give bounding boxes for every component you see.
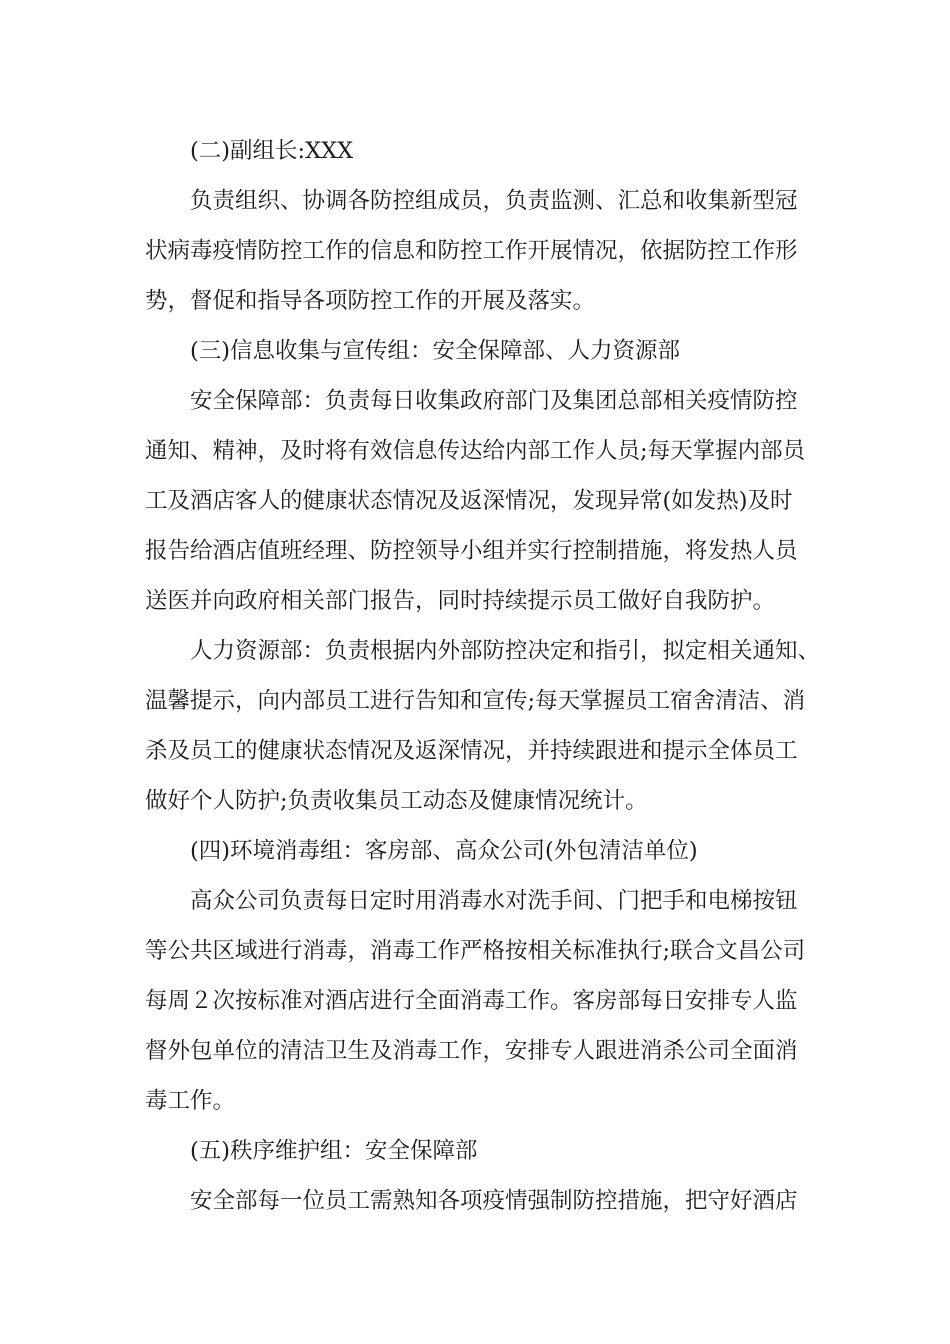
paragraph-line: 安全部每一位员工需熟知各项疫情强制防控措施，把守好酒店	[190, 1188, 798, 1214]
paragraph-line: 通知、精神，及时将有效信息传达给内部工作人员;每天掌握内部员	[145, 438, 806, 464]
section-heading-order-maintenance: (五)秩序维护组：安全保障部	[190, 1138, 478, 1164]
paragraph-line: 做好个人防护;负责收集员工动态及健康情况统计。	[145, 788, 648, 814]
paragraph-line: 送医并向政府相关部门报告，同时持续提示员工做好自我防护。	[145, 588, 776, 614]
paragraph-line: 工及酒店客人的健康状态情况及返深情况，发现异常(如发热)及时	[145, 488, 793, 514]
paragraph-line: 高众公司负责每日定时用消毒水对洗手间、门把手和电梯按钮	[190, 888, 798, 914]
paragraph-line: 报告给酒店值班经理、防控领导小组并实行控制措施，将发热人员	[145, 538, 798, 564]
paragraph-line: 安全保障部：负责每日收集政府部门及集团总部相关疫情防控	[190, 388, 798, 414]
paragraph-line: 势，督促和指导各项防控工作的开展及落实。	[145, 288, 596, 314]
paragraph-line: 毒工作。	[145, 1088, 236, 1114]
paragraph-line: 每周２次按标准对酒店进行全面消毒工作。客房部每日安排专人监	[145, 988, 798, 1014]
paragraph-line: 督外包单位的清洁卫生及消毒工作，安排专人跟进消杀公司全面消	[145, 1038, 798, 1064]
paragraph-line: 温馨提示，向内部员工进行告知和宣传;每天掌握员工宿舍清洁、消	[145, 688, 806, 714]
paragraph-line: 负责组织、协调各防控组成员，负责监测、汇总和收集新型冠	[190, 188, 798, 214]
paragraph-line: 杀及员工的健康状态情况及返深情况，并持续跟进和提示全体员工	[145, 738, 798, 764]
section-heading-info-publicity: (三)信息收集与宣传组：安全保障部、人力资源部	[190, 338, 681, 364]
section-heading-disinfection: (四)环境消毒组：客房部、高众公司(外包清洁单位)	[190, 838, 698, 864]
section-heading-deputy-leader: (二)副组长:XXX	[190, 138, 354, 164]
paragraph-line: 状病毒疫情防控工作的信息和防控工作开展情况，依据防控工作形	[145, 238, 798, 264]
paragraph-line: 人力资源部：负责根据内外部防控决定和指引，拟定相关通知、	[190, 638, 821, 664]
paragraph-line: 等公共区域进行消毒，消毒工作严格按相关标准执行;联合文昌公司	[145, 938, 806, 964]
